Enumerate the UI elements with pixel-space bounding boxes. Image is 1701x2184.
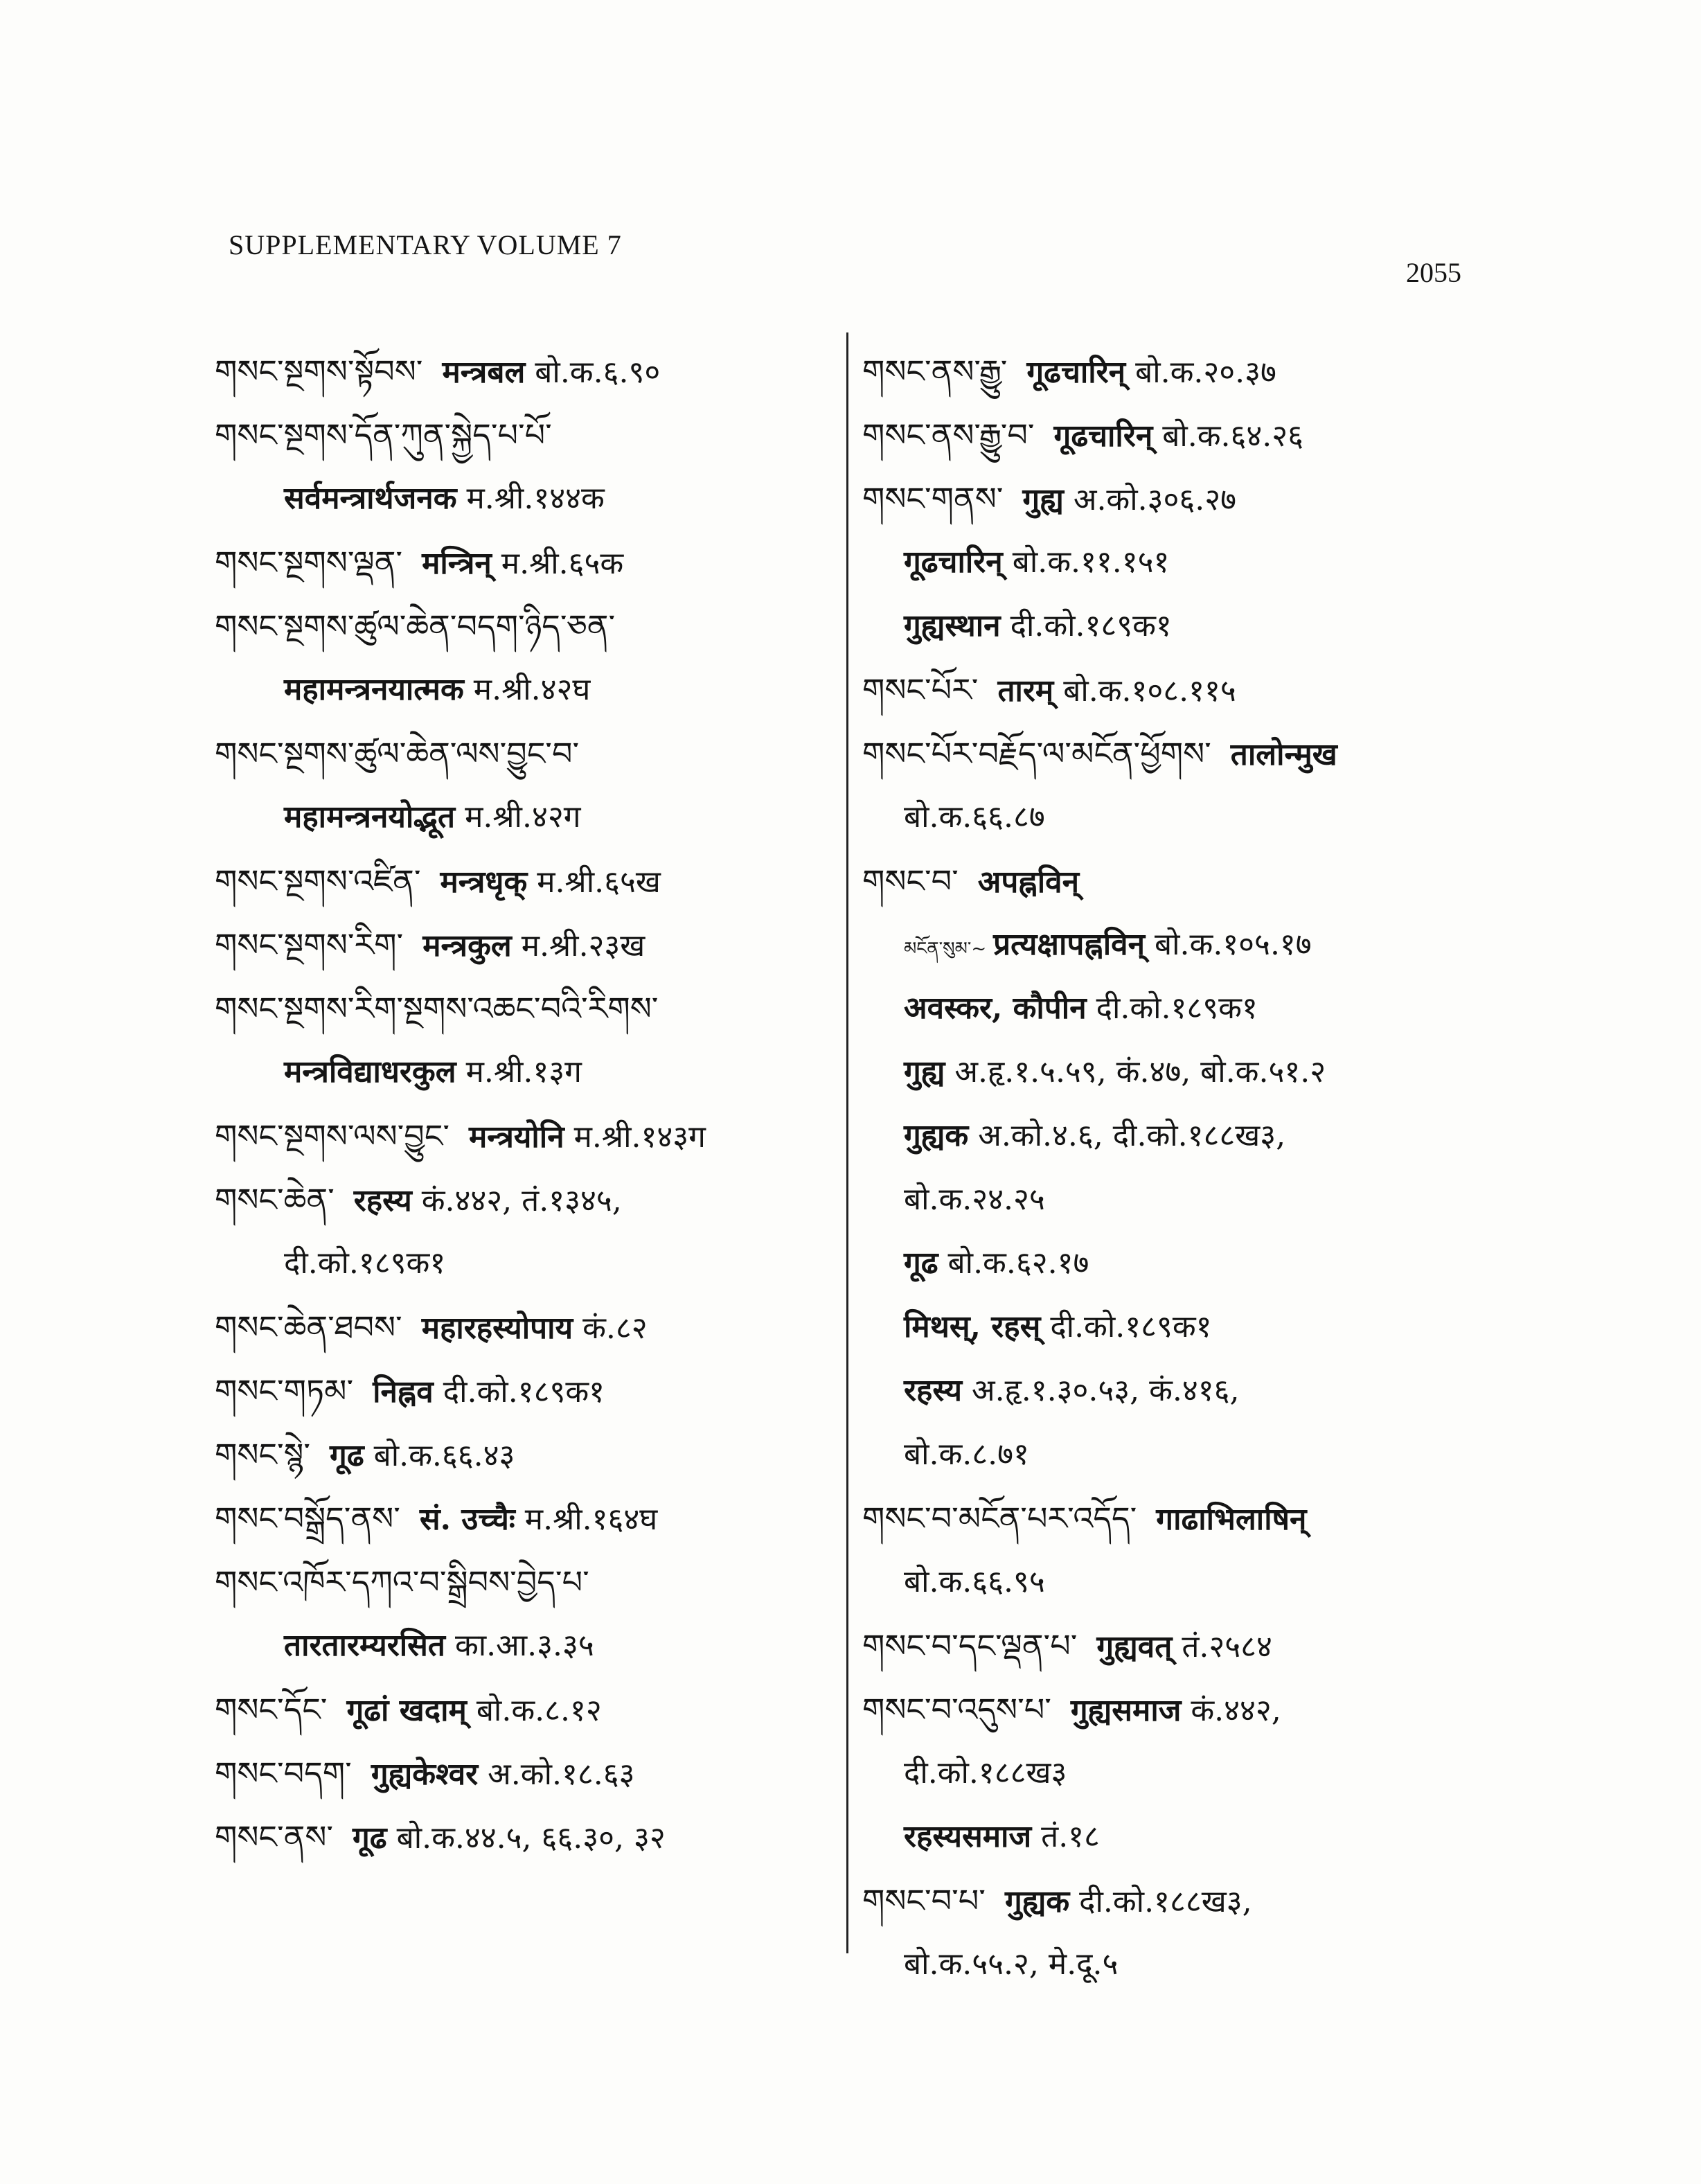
source-reference: दी.को.१८९क१ bbox=[1050, 1309, 1212, 1344]
sanskrit-equivalent: गाढाभिलाषिन् bbox=[1156, 1502, 1307, 1537]
dictionary-entry-line bbox=[862, 1040, 1486, 1104]
left-column bbox=[215, 339, 831, 1869]
dictionary-entry-line bbox=[215, 1232, 831, 1295]
source-reference: दी.को.१८९क१ bbox=[1096, 991, 1258, 1026]
source-reference: म.श्री.४२ग bbox=[465, 799, 581, 835]
source-reference: बो.क.६२.१७ bbox=[947, 1245, 1089, 1281]
tibetan-headword: གསང་པོར་ bbox=[862, 671, 979, 709]
tibetan-headword: གསང་སྔགས་རིག་སྔགས་འཆང་བའི་རིགས་ bbox=[215, 990, 659, 1027]
dictionary-entry-line bbox=[215, 658, 831, 722]
right-column bbox=[862, 339, 1486, 1996]
source-reference: अ.हृ.१.३०.५३, कं.४१६, bbox=[972, 1373, 1240, 1408]
sanskrit-equivalent: तालोन्मुख bbox=[1230, 737, 1337, 772]
tibetan-headword: གསང་སྔགས་སྟོབས་ bbox=[215, 353, 423, 390]
tibetan-headword: གསང་པོར་བརྗོད་ལ་མངོན་ཕྱོགས་ bbox=[862, 735, 1211, 772]
dictionary-entry-line bbox=[215, 1741, 831, 1805]
source-reference: बो.क.६.९० bbox=[535, 355, 661, 390]
source-reference: कं.८२ bbox=[582, 1311, 648, 1346]
sanskrit-equivalent: अपह्नविन् bbox=[977, 864, 1080, 900]
sanskrit-equivalent: महामन्त्रनयोद्भूत bbox=[284, 799, 456, 835]
source-reference: म.श्री.१४४क bbox=[466, 481, 605, 516]
tibetan-headword: གསང་སྔགས་ཚུལ་ཆེན་ལས་བྱུང་བ་ bbox=[215, 735, 580, 772]
sanskrit-equivalent: रहस्य bbox=[904, 1373, 962, 1408]
tibetan-headword: གསང་གཏམ་ bbox=[215, 1372, 354, 1410]
tibetan-headword: གསང་ནས་རྒྱུ་ bbox=[862, 353, 1008, 390]
tibetan-headword: གསང་སྔགས་རིག་ bbox=[215, 926, 404, 964]
dictionary-entry-line bbox=[862, 467, 1486, 531]
dictionary-entry-line bbox=[215, 785, 831, 849]
dictionary-entry-line bbox=[215, 1359, 831, 1423]
sanskrit-equivalent: गूढ bbox=[904, 1245, 938, 1281]
sanskrit-equivalent: तारतारम्यरसित bbox=[284, 1628, 445, 1663]
tibetan-headword: གསང་བ་ bbox=[862, 862, 959, 900]
source-reference: बो.क.८.७१ bbox=[904, 1437, 1029, 1472]
dictionary-entry-line bbox=[215, 1104, 831, 1168]
dictionary-entry-line bbox=[862, 1423, 1486, 1486]
source-reference: का.आ.३.३५ bbox=[454, 1628, 594, 1663]
sanskrit-equivalent: रहस्य bbox=[353, 1183, 412, 1218]
dictionary-entry-line bbox=[215, 1678, 831, 1741]
source-reference: बो.क.८.१२ bbox=[476, 1693, 602, 1728]
dictionary-entry-line bbox=[862, 1741, 1486, 1805]
source-reference: म.श्री.१६४घ bbox=[524, 1502, 658, 1537]
dictionary-entry-line bbox=[215, 594, 831, 658]
dictionary-entry-line bbox=[862, 339, 1486, 403]
dictionary-entry-line bbox=[215, 1486, 831, 1550]
tibetan-headword: གསང་སྔགས་ལྡན་ bbox=[215, 544, 403, 581]
sanskrit-equivalent: सं. उच्चैः bbox=[419, 1502, 515, 1537]
dictionary-entry-line bbox=[215, 722, 831, 785]
sanskrit-equivalent: निह्नव bbox=[373, 1374, 434, 1410]
source-reference: कं.४४२, bbox=[1191, 1693, 1281, 1728]
column-divider bbox=[846, 332, 848, 1953]
tibetan-headword: གསང་ཆེན་ bbox=[215, 1181, 335, 1218]
dictionary-entry-line bbox=[862, 1104, 1486, 1168]
source-reference: म.श्री.२३ख bbox=[521, 928, 645, 964]
source-reference: अ.को.१८.६३ bbox=[488, 1757, 635, 1792]
sanskrit-equivalent: रहस्यसमाज bbox=[904, 1819, 1032, 1854]
dictionary-entry-line bbox=[215, 1550, 831, 1614]
dictionary-entry-line bbox=[862, 1805, 1486, 1869]
tibetan-headword: གསང་འཁོར་དཀའ་བ་སྒྲིབས་བྱེད་པ་ bbox=[215, 1563, 589, 1601]
source-reference: म.श्री.१३ग bbox=[465, 1054, 582, 1090]
dictionary-entry-line bbox=[215, 1168, 831, 1232]
source-reference: दी.को.१८८ख३, bbox=[1079, 1884, 1252, 1919]
dictionary-entry-line bbox=[862, 1550, 1486, 1614]
dictionary-entry-line bbox=[215, 1295, 831, 1359]
source-reference: बो.क.१०५.१७ bbox=[1155, 927, 1312, 962]
dictionary-entry-line bbox=[862, 849, 1486, 913]
sanskrit-equivalent: गुह्यकेश्वर bbox=[371, 1757, 479, 1792]
dictionary-entry-line bbox=[215, 403, 831, 467]
sanskrit-equivalent: मन्त्रधृक् bbox=[440, 864, 528, 900]
sanskrit-equivalent: तारम् bbox=[997, 673, 1054, 709]
sanskrit-equivalent: गुह्यसमाज bbox=[1070, 1693, 1182, 1728]
dictionary-entry-line bbox=[215, 1614, 831, 1678]
source-reference: बो.क.४४.५, ६६.३०, ३२ bbox=[396, 1820, 666, 1856]
sanskrit-equivalent: गूढां खदाम् bbox=[346, 1693, 467, 1728]
tibetan-headword: གསང་བ་འདུས་པ་ bbox=[862, 1691, 1051, 1728]
source-reference: म.श्री.६५ख bbox=[537, 864, 661, 900]
dictionary-entry-line bbox=[862, 1933, 1486, 1996]
sanskrit-equivalent: गूढचारिन् bbox=[1053, 418, 1153, 454]
tibetan-headword: གསང་སྔགས་འཛིན་ bbox=[215, 862, 421, 900]
sanskrit-equivalent: गूढ bbox=[330, 1438, 364, 1473]
source-reference: बो.क.६६.९५ bbox=[904, 1564, 1045, 1599]
tibetan-headword: གསང་དོང་ bbox=[215, 1691, 328, 1728]
dictionary-entry-line bbox=[862, 1678, 1486, 1741]
tibetan-headword: གསང་གནས་ bbox=[862, 480, 1004, 517]
dictionary-entry-line bbox=[862, 1359, 1486, 1423]
source-reference: दी.को.१८९क१ bbox=[284, 1245, 446, 1281]
sanskrit-equivalent: गुह्यस्थान bbox=[904, 608, 1001, 643]
source-reference: दी.को.१८९क१ bbox=[1010, 608, 1172, 643]
sanskrit-equivalent: अवस्कर, कौपीन bbox=[904, 991, 1087, 1026]
sanskrit-equivalent: सर्वमन्त्रार्थजनक bbox=[284, 481, 457, 516]
source-reference: तं.१८ bbox=[1041, 1819, 1100, 1854]
sanskrit-equivalent: मन्त्रविद्याधरकुल bbox=[284, 1054, 456, 1090]
sanskrit-equivalent: गूढचारिन् bbox=[904, 544, 1003, 580]
sanskrit-equivalent: मन्त्रकुल bbox=[422, 928, 512, 964]
dictionary-entry-line bbox=[862, 977, 1486, 1040]
sanskrit-equivalent: गुह्य bbox=[904, 1054, 945, 1090]
source-reference: दी.को.१८८ख३ bbox=[904, 1755, 1067, 1791]
tibetan-headword: གསང་སྔགས་ཚུལ་ཆེན་བདག་ཉིད་ཅན་ bbox=[215, 607, 616, 645]
dictionary-entry-line bbox=[862, 913, 1486, 977]
tibetan-headword: གསང་སྔགས་ལས་བྱུང་ bbox=[215, 1117, 449, 1155]
source-reference: बो.क.६४.२६ bbox=[1162, 418, 1304, 454]
tibetan-headword: གསང་སྙེ་ bbox=[215, 1436, 311, 1473]
dictionary-entry-line bbox=[862, 722, 1486, 785]
source-reference: अ.को.४.६, दी.को.१८८ख३, bbox=[978, 1118, 1286, 1153]
tibetan-headword: གསང་བདག་ bbox=[215, 1755, 352, 1792]
tibetan-headword: གསང་བ་པ་ bbox=[862, 1882, 986, 1919]
dictionary-entry-line bbox=[215, 339, 831, 403]
dictionary-entry-line bbox=[215, 913, 831, 977]
dictionary-entry-line bbox=[215, 1805, 831, 1869]
dictionary-entry-line bbox=[862, 1614, 1486, 1678]
dictionary-entry-line bbox=[862, 1295, 1486, 1359]
source-reference: बो.क.६६.४३ bbox=[373, 1438, 515, 1473]
source-reference: बो.क.६६.८७ bbox=[904, 799, 1045, 835]
source-reference: तं.२५८४ bbox=[1182, 1629, 1272, 1664]
source-reference: दी.को.१८९क१ bbox=[443, 1374, 605, 1410]
tibetan-headword: གསང་བ་དང་ལྡན་པ་ bbox=[862, 1627, 1078, 1664]
sanskrit-equivalent: गुह्यक bbox=[904, 1118, 969, 1153]
source-reference: बो.क.११.१५१ bbox=[1012, 544, 1170, 580]
source-reference: म.श्री.१४३ग bbox=[573, 1119, 706, 1155]
source-reference: अ.हृ.१.५.५९, कं.४७, बो.क.५१.२ bbox=[954, 1054, 1326, 1090]
page-number: 2055 bbox=[1406, 257, 1461, 288]
dictionary-entry-line bbox=[862, 531, 1486, 594]
tibetan-headword: གསང་བ་མངོན་པར་འདོད་ bbox=[862, 1500, 1137, 1537]
source-reference: म.श्री.६५क bbox=[501, 546, 624, 581]
dictionary-entry-line bbox=[862, 403, 1486, 467]
source-reference: बो.क.२०.३७ bbox=[1135, 355, 1276, 390]
tibetan-headword: གསང་ནས་རྒྱུ་བ་ bbox=[862, 416, 1035, 454]
dictionary-entry-line bbox=[862, 594, 1486, 658]
sanskrit-equivalent: गुह्यक bbox=[1004, 1884, 1070, 1919]
sanskrit-equivalent: मिथस्, रहस् bbox=[904, 1309, 1041, 1344]
dictionary-entry-line bbox=[215, 977, 831, 1040]
tibetan-headword: གསང་བསྒྲོད་ནས་ bbox=[215, 1500, 400, 1537]
source-reference: बो.क.१०८.११५ bbox=[1063, 673, 1236, 709]
sanskrit-equivalent: गूढचारिन् bbox=[1026, 355, 1126, 390]
dictionary-entry-line bbox=[862, 658, 1486, 722]
sanskrit-equivalent: गुह्यवत् bbox=[1096, 1629, 1173, 1664]
sanskrit-equivalent: गुह्य bbox=[1022, 482, 1064, 517]
dictionary-entry-line bbox=[862, 1232, 1486, 1295]
dictionary-entry-line bbox=[862, 1486, 1486, 1550]
tibetan-subheadword: མངོན་སུམ་~ bbox=[904, 939, 987, 959]
source-reference: कं.४४२, तं.१३४५, bbox=[421, 1183, 622, 1218]
source-reference: म.श्री.४२घ bbox=[473, 672, 591, 707]
dictionary-entry-line bbox=[215, 1423, 831, 1486]
dictionary-entry-line bbox=[215, 849, 831, 913]
tibetan-headword: གསང་སྔགས་དོན་ཀུན་སྐྱེད་པ་པོ་ bbox=[215, 416, 552, 454]
dictionary-entry-line bbox=[862, 785, 1486, 849]
page-header: SUPPLEMENTARY VOLUME 7 bbox=[229, 229, 622, 260]
sanskrit-equivalent: प्रत्यक्षापह्नविन् bbox=[993, 927, 1146, 962]
source-reference: बो.क.२४.२५ bbox=[904, 1182, 1045, 1217]
dictionary-entry-line bbox=[215, 531, 831, 594]
sanskrit-equivalent: महामन्त्रनयात्मक bbox=[284, 672, 464, 707]
dictionary-entry-line bbox=[215, 467, 831, 531]
dictionary-entry-line bbox=[215, 1040, 831, 1104]
sanskrit-equivalent: मन्त्रबल bbox=[442, 355, 526, 390]
tibetan-headword: གསང་ཆེན་ཐབས་ bbox=[215, 1308, 402, 1346]
dictionary-entry-line bbox=[862, 1168, 1486, 1232]
source-reference: अ.को.३०६.२७ bbox=[1073, 482, 1236, 517]
sanskrit-equivalent: मन्त्रयोनि bbox=[468, 1119, 564, 1155]
sanskrit-equivalent: गूढ bbox=[353, 1820, 387, 1856]
sanskrit-equivalent: मन्त्रिन् bbox=[422, 546, 492, 581]
dictionary-entry-line bbox=[862, 1869, 1486, 1933]
sanskrit-equivalent: महारहस्योपाय bbox=[421, 1311, 573, 1346]
tibetan-headword: གསང་ནས་ bbox=[215, 1818, 334, 1856]
source-reference: बो.क.५५.२, मे.दू.५ bbox=[904, 1946, 1119, 1982]
